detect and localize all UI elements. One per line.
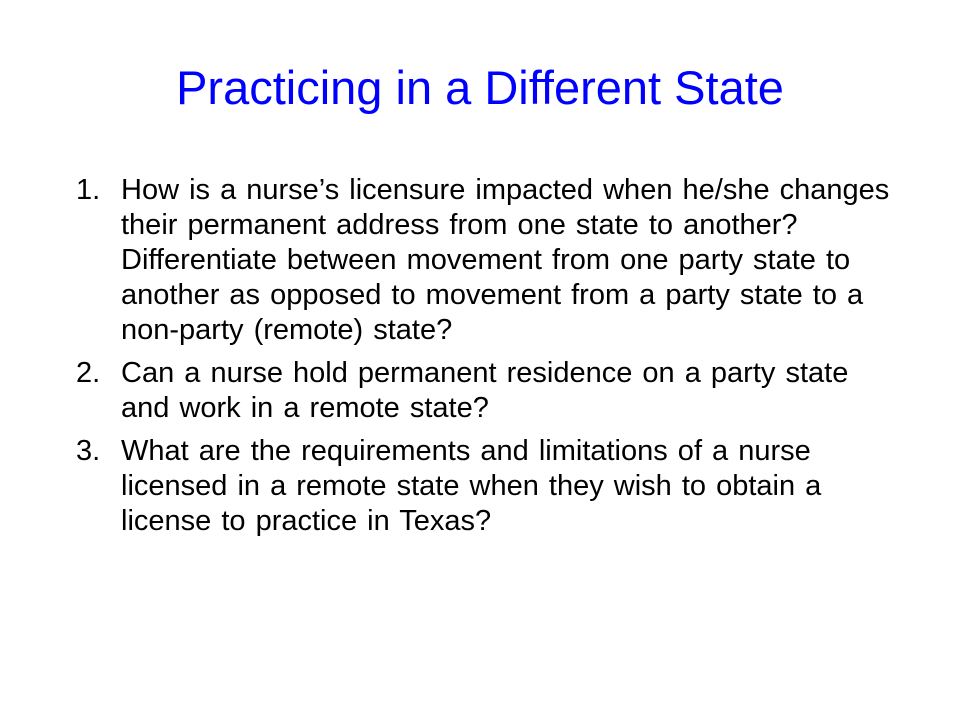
question-item-2 bbox=[76, 356, 896, 426]
question-text: What are the requirements and limitations of a nurse licensed in a remote state when they wish to obtain a license to practice in Texas? bbox=[121, 435, 822, 537]
question-number: 1. bbox=[76, 174, 101, 206]
question-text: Can a nurse hold permanent residence on a party state and work in a remote state? bbox=[121, 357, 849, 424]
question-item-3 bbox=[76, 434, 896, 539]
slide-title: Practicing in a Different State bbox=[176, 61, 784, 114]
question-item-1 bbox=[76, 173, 896, 348]
question-number: 3. bbox=[76, 435, 101, 467]
question-list bbox=[76, 173, 896, 547]
question-text: How is a nurse’s licensure impacted when he/she changes their permanent address from one state to another? Differentiate between movement from one party state to another as opposed to movement from a party state to a non-party (remote) state? bbox=[121, 174, 890, 346]
question-number: 2. bbox=[76, 357, 101, 389]
